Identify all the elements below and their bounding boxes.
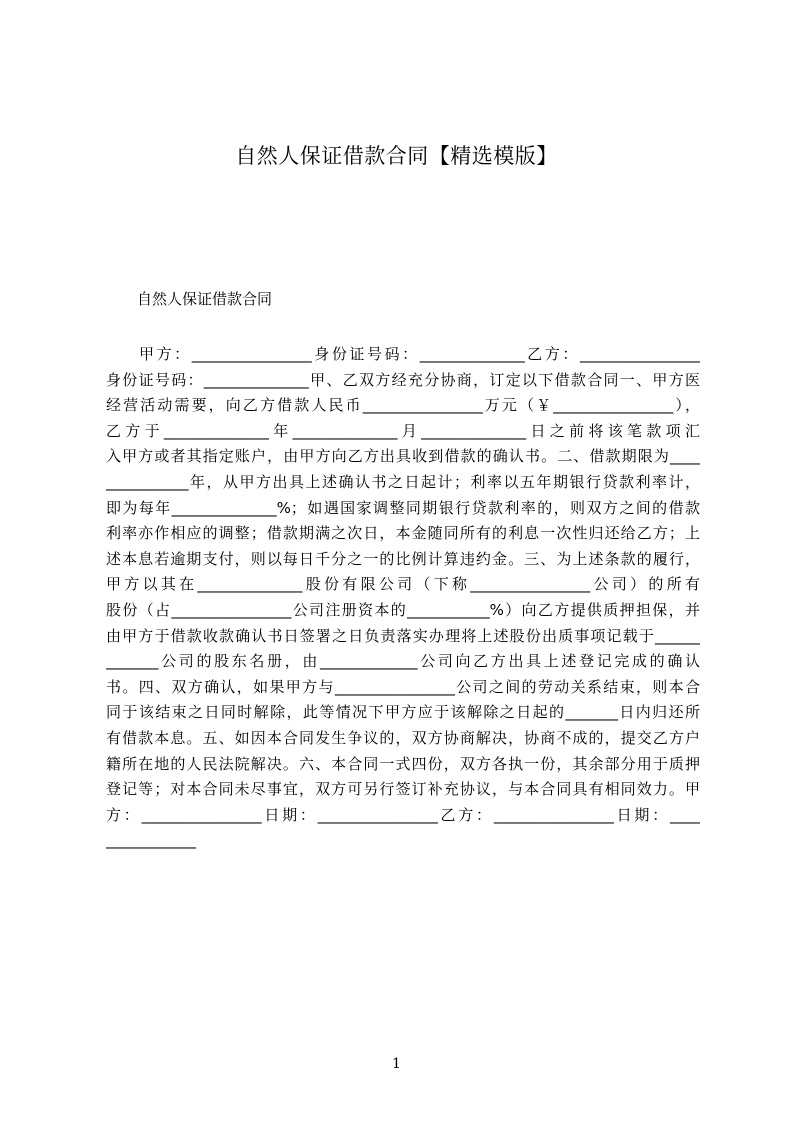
contract-line: 利率亦作相应的调整；借款期满之次日，本金随同所有的利息一次性归还给乙方；上 [106, 524, 700, 543]
contract-line: 即为每年______________%；如遇国家调整同期银行贷款利率的，则双方之间的借款 [106, 498, 700, 517]
contract-line: 经营活动需要，向乙方借款人民币________________万元（￥________________）， [106, 396, 700, 415]
contract-line: 甲方：________________身份证号码：______________乙方：________________ [139, 345, 700, 363]
contract-line: _______公司的股东名册，由_____________公司向乙方出具上述登记完成的确认 [106, 652, 700, 671]
contract-line: ____________ [106, 831, 196, 850]
contract-line: 乙方于______________年______________月______________日之前将该笔款项汇 [106, 421, 700, 440]
contract-line: 股份（占________________公司注册资本的___________%）向乙方提供质押担保，并 [106, 600, 700, 619]
contract-line: 甲方以其在______________股份有限公司（下称________________公司）的所有 [106, 575, 700, 594]
contract-line: 入甲方或者其指定账户，由甲方向乙方出具收到借款的确认书。二、借款期限为____ [106, 447, 700, 466]
contract-line: 登记等；对本合同未尽事宜，双方可另行签订补充协议，与本合同具有相同效力。甲 [106, 780, 700, 799]
page-number: 1 [392, 1056, 401, 1072]
contract-line: 述本息若逾期支付，则以每日千分之一的比例计算违约金。三、为上述条款的履行， [106, 549, 700, 568]
contract-line: 书。四、双方确认，如果甲方与________________公司之间的劳动关系结束，则本合 [106, 677, 700, 696]
contract-line: 身份证号码：______________甲、乙双方经充分协商，订定以下借款合同一、甲方医 [106, 370, 700, 389]
contract-line: 方：________________日期：________________乙方：________________日期：____ [106, 805, 700, 824]
contract-line: 有借款本息。五、如因本合同发生争议的，双方协商解决，协商不成的，提交乙方户 [106, 728, 700, 747]
page-title: 自然人保证借款合同【精选模版】 [235, 144, 558, 168]
contract-line: 籍所在地的人民法院解决。六、本合同一式四份，双方各执一份，其余部分用于质押 [106, 754, 700, 773]
contract-body [106, 342, 700, 854]
contract-line: ___________年，从甲方出具上述确认书之日起计；利率以五年期银行贷款利率计， [106, 472, 700, 491]
contract-subtitle: 自然人保证借款合同 [137, 290, 273, 308]
contract-line: 同于该结束之日同时解除，此等情况下甲方应于该解除之日起的_______日内归还所 [106, 703, 700, 722]
contract-line: 由甲方于借款收款确认书日签署之日负责落实办理将上述股份出质事项记载于______ [106, 626, 700, 645]
